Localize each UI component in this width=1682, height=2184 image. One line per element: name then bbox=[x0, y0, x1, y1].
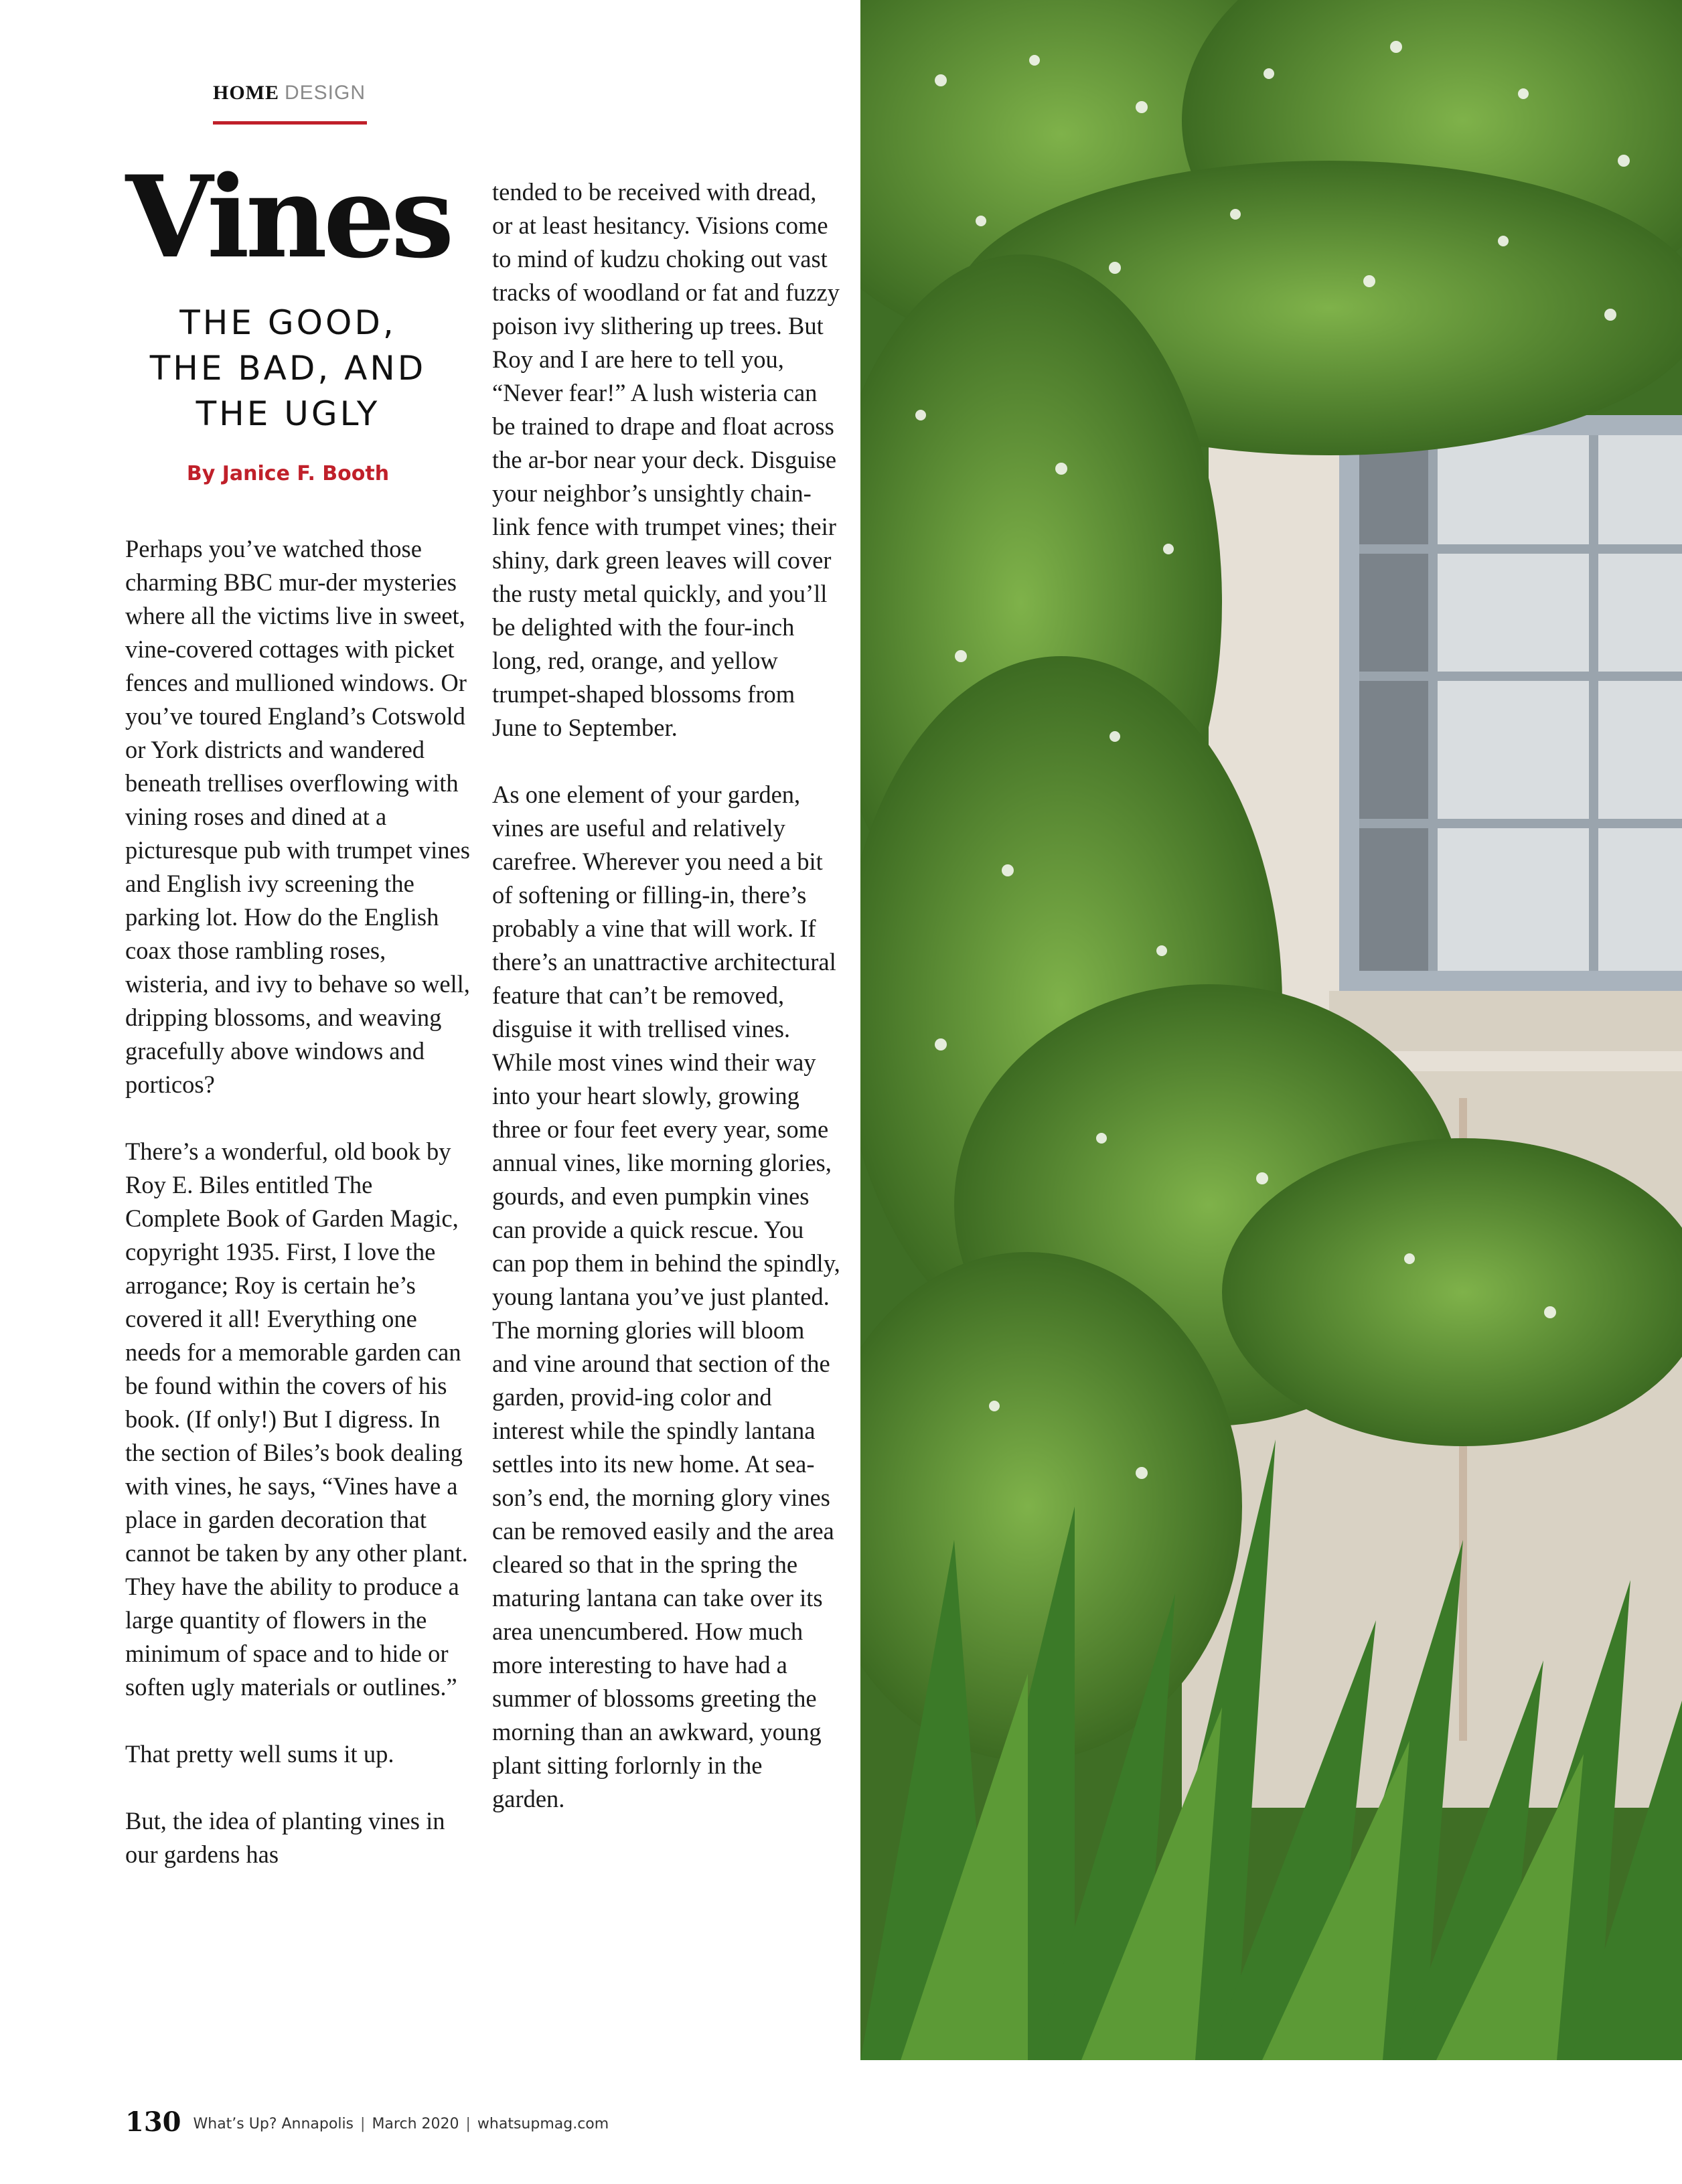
section-design: DESIGN bbox=[285, 82, 366, 104]
paragraph: That pretty well sums it up. bbox=[125, 1740, 394, 1768]
vine-wall-illustration bbox=[860, 0, 1682, 2060]
vine-wall-photo bbox=[860, 0, 1682, 2060]
window bbox=[1339, 415, 1682, 991]
section-rule bbox=[213, 121, 367, 125]
paragraph: tended to be received with dread, or at least hesitancy. Visions come to mind of kudzu choking out vast tracks of woodland or fat and fuzzy poison ivy slithering up trees. But Roy and I are here to tell you, “Never fear!” A lush wisteria can be trained to drape and float across the ar-bor near your deck. Disguise your neighbor’s unsightly chain-link fence with trumpet vines; their shiny, dark green leaves will cover the rusty metal quickly, and you’ll be delighted with the four-inch long, red, orange, and yellow trumpet-shaped blossoms from June to September. bbox=[492, 178, 840, 741]
window-sill bbox=[1329, 991, 1682, 1051]
paragraph: There’s a wonderful, old book by Roy E. Biles entitled The Complete Book of Garden Magic, copyright 1935. First, I love the arrogance; Roy is certain he’s covered it all! Everything one needs for a memorable garden can be found within the covers of his book. (If only!) But I digress. In the section of Biles’s book dealing with vines, he says, “Vines have a place in garden decoration that cannot be taken by any other plant. They have the ability to produce a large quantity of flowers in the minimum of space and to hide or soften ugly materials or outlines.” bbox=[125, 1138, 468, 1701]
subtitle-line: THE UGLY bbox=[196, 394, 380, 433]
left-column bbox=[125, 532, 473, 1871]
issue-date: March 2020 bbox=[372, 2116, 459, 2132]
page-footer bbox=[125, 2106, 609, 2140]
subtitle-line: THE BAD, AND bbox=[149, 349, 427, 388]
article-title: Vines bbox=[125, 151, 451, 283]
footer-separator: | bbox=[360, 2116, 366, 2132]
byline: By Janice F. Booth bbox=[186, 462, 390, 485]
paragraph: As one element of your garden, vines are useful and relatively carefree. Wherever you need a bit of softening or filling-in, there’s probably a vine that will work. If there’s an unattractive architectural feature that can’t be removed, disguise it with trellised vines. While most vines wind their way into your heart slowly, growing three or four feet every year, some annual vines, like morning glories, gourds, and even pumpkin vines can provide a quick rescue. You can pop them in behind the spindly, young lantana you’ve just planted. The morning glories will bloom and vine around that section of the garden, provid-ing color and interest while the spindly lantana settles into its new home. At sea-son’s end, the morning glory vines can be removed easily and the area cleared so that in the spring the maturing lantana can take over its area unencumbered. How much more interesting to have had a summer of blossoms greeting the morning than an awkward, young plant sitting forlornly in the garden. bbox=[492, 781, 840, 1812]
article-subtitle bbox=[121, 300, 455, 437]
footer-separator: | bbox=[465, 2116, 471, 2132]
page-number: 130 bbox=[125, 2106, 181, 2138]
subtitle-line: THE GOOD, bbox=[179, 303, 396, 342]
paragraph: Perhaps you’ve watched those charming BBC mur-der mysteries where all the victims live in sweet, vine-covered cottages with picket fences and mullioned windows. Or you’ve toured England’s Cotswold or York districts and wandered beneath trellises overflowing with vining roses and dined at a picturesque pub with trumpet vines and English ivy screening the parking lot. How do the English coax those rambling roses, wisteria, and ivy to behave so well, dripping blossoms, and weaving gracefully above windows and porticos? bbox=[125, 535, 470, 1098]
paragraph: But, the idea of planting vines in our gardens has bbox=[125, 1807, 445, 1868]
publication-name: What’s Up? Annapolis bbox=[193, 2116, 354, 2132]
section-tag bbox=[213, 82, 367, 104]
section-home: HOME bbox=[213, 82, 279, 104]
website: whatsupmag.com bbox=[477, 2116, 609, 2132]
right-column bbox=[492, 175, 840, 1816]
